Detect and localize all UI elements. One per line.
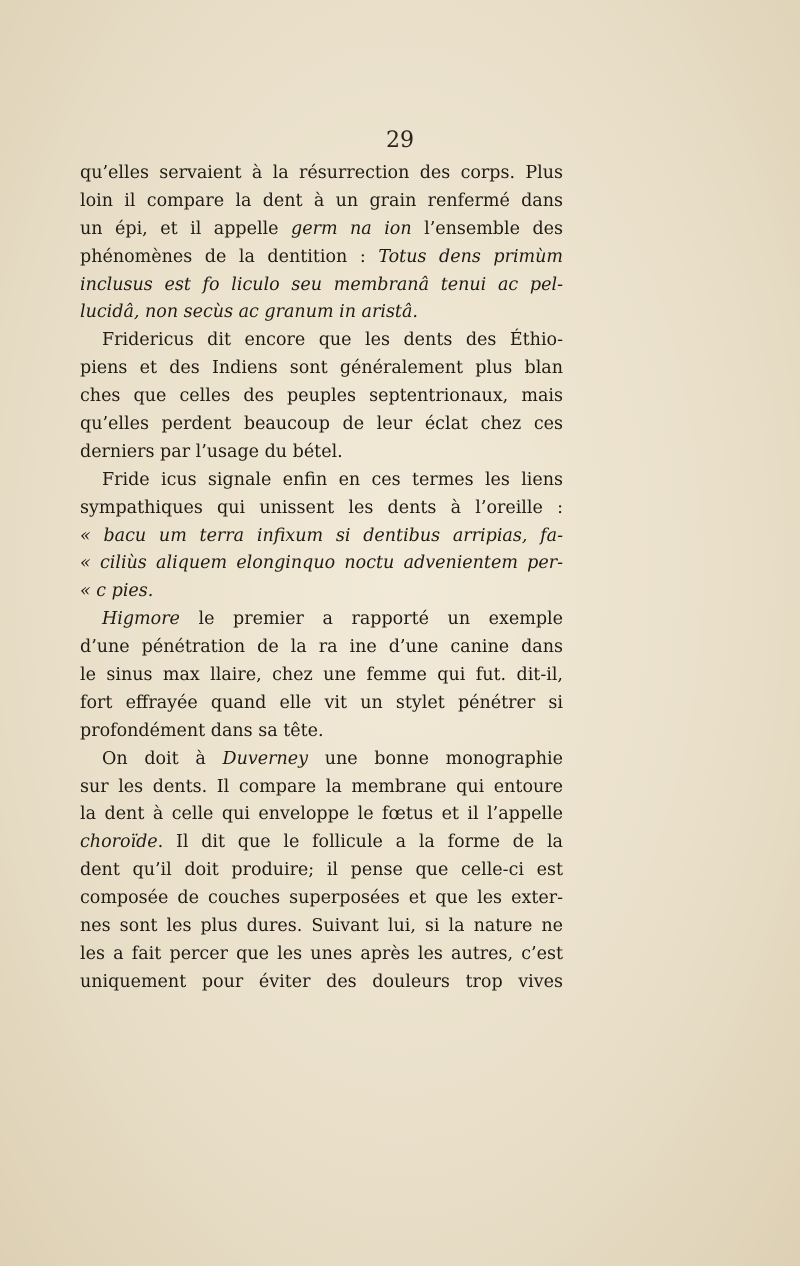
- text-segment: derniers par l’usage du bétel.: [80, 441, 343, 462]
- text-line: [80, 857, 563, 885]
- text-segment: « c pies.: [80, 581, 154, 602]
- text-line: [80, 885, 563, 913]
- text-segment: qu’elles servaient à la résurrection des corps. Plus: [80, 163, 563, 183]
- text-line: [80, 244, 563, 272]
- text-segment: Fride icus signale enfin en ces termes les liens: [102, 469, 563, 490]
- text-segment: uniquement pour éviter des douleurs trop vives: [80, 971, 563, 992]
- text-segment: . Il dit que le follicule a la forme de la: [157, 832, 563, 853]
- text-segment: le sinus max llaire, chez une femme qui fut. dit-il,: [80, 665, 563, 686]
- text-segment: sympathiques qui unissent les dents à l’oreille :: [80, 497, 563, 518]
- text-line: [80, 746, 563, 774]
- text-segment: un épi, et il appelle: [80, 218, 292, 239]
- italic-text: Totus dens primùm: [378, 246, 563, 267]
- text-segment: composée de couches superposées et que les exter-: [80, 888, 563, 909]
- text-segment: piens et des Indiens sont généralement plus blan: [80, 358, 563, 379]
- text-segment: Fridericus dit encore que les dents des Éthio-: [102, 330, 563, 351]
- text-line: [80, 941, 563, 969]
- text-line: [80, 160, 563, 188]
- text-segment: le premier a rapporté un exemple: [179, 609, 563, 630]
- text-line: [80, 969, 563, 997]
- text-line: [80, 188, 563, 216]
- text-line: [80, 634, 563, 662]
- text-line: [80, 913, 563, 941]
- text-line: [80, 383, 563, 411]
- text-line: [80, 774, 563, 802]
- italic-text: germ na ion: [291, 218, 412, 239]
- text-segment: phénomènes de la dentition :: [80, 246, 379, 267]
- text-line: [80, 411, 563, 439]
- italic-text: Higmore: [102, 609, 180, 630]
- text-segment: fort effrayée quand elle vit un stylet pénétrer si: [80, 692, 563, 713]
- text-line: [80, 606, 563, 634]
- text-segment: profondément dans sa tête.: [80, 720, 324, 741]
- text-line: [80, 801, 563, 829]
- text-line: [80, 523, 563, 551]
- text-segment: une bonne monographie: [307, 748, 563, 769]
- text-segment: nes sont les plus dures. Suivant lui, si la nature ne: [80, 916, 563, 937]
- text-segment: ches que celles des peuples septentrionaux, mais: [80, 386, 563, 407]
- text-segment: l’ensemble des: [411, 218, 563, 239]
- text-segment: dent qu’il doit produire; il pense que celle-ci est: [80, 860, 563, 881]
- text-line: [80, 495, 563, 523]
- text-segment: sur les dents. Il compare la membrane qui entoure: [80, 776, 563, 797]
- text-line: [80, 550, 563, 578]
- text-line: [80, 578, 563, 606]
- text-line: [80, 355, 563, 383]
- italic-text: inclusus est fo liculo seu membranâ tenui ac pel-: [80, 274, 563, 295]
- text-line: [80, 718, 563, 746]
- text-segment: On doit à: [102, 748, 223, 769]
- text-line: [80, 467, 563, 495]
- text-segment: qu’elles perdent beaucoup de leur éclat chez ces: [80, 414, 563, 435]
- text-line: [80, 327, 563, 355]
- text-segment: loin il compare la dent à un grain renfermé dans: [80, 190, 563, 211]
- italic-text: lucidâ, non secùs ac granum in aristâ.: [80, 302, 418, 323]
- italic-text: choroïde: [80, 832, 158, 853]
- text-line: [80, 662, 563, 690]
- text-segment: « ciliùs aliquem elonginquo noctu advenientem per-: [80, 553, 563, 574]
- text-line: [80, 829, 563, 857]
- text-segment: « bacu um terra infixum si dentibus arripias, fa-: [80, 525, 563, 546]
- text-line: [80, 690, 563, 718]
- page-number: 29: [386, 128, 414, 153]
- text-segment: d’une pénétration de la ra ine d’une canine dans: [80, 637, 563, 658]
- body-text: [80, 160, 563, 997]
- text-line: [80, 272, 563, 300]
- italic-text: Duverney: [222, 748, 308, 769]
- text-segment: les a fait percer que les unes après les autres, c’est: [80, 943, 563, 964]
- text-line: [80, 439, 563, 467]
- text-segment: la dent à celle qui enveloppe le fœtus et il l’appelle: [80, 804, 563, 825]
- text-line: [80, 299, 563, 327]
- text-line: [80, 216, 563, 244]
